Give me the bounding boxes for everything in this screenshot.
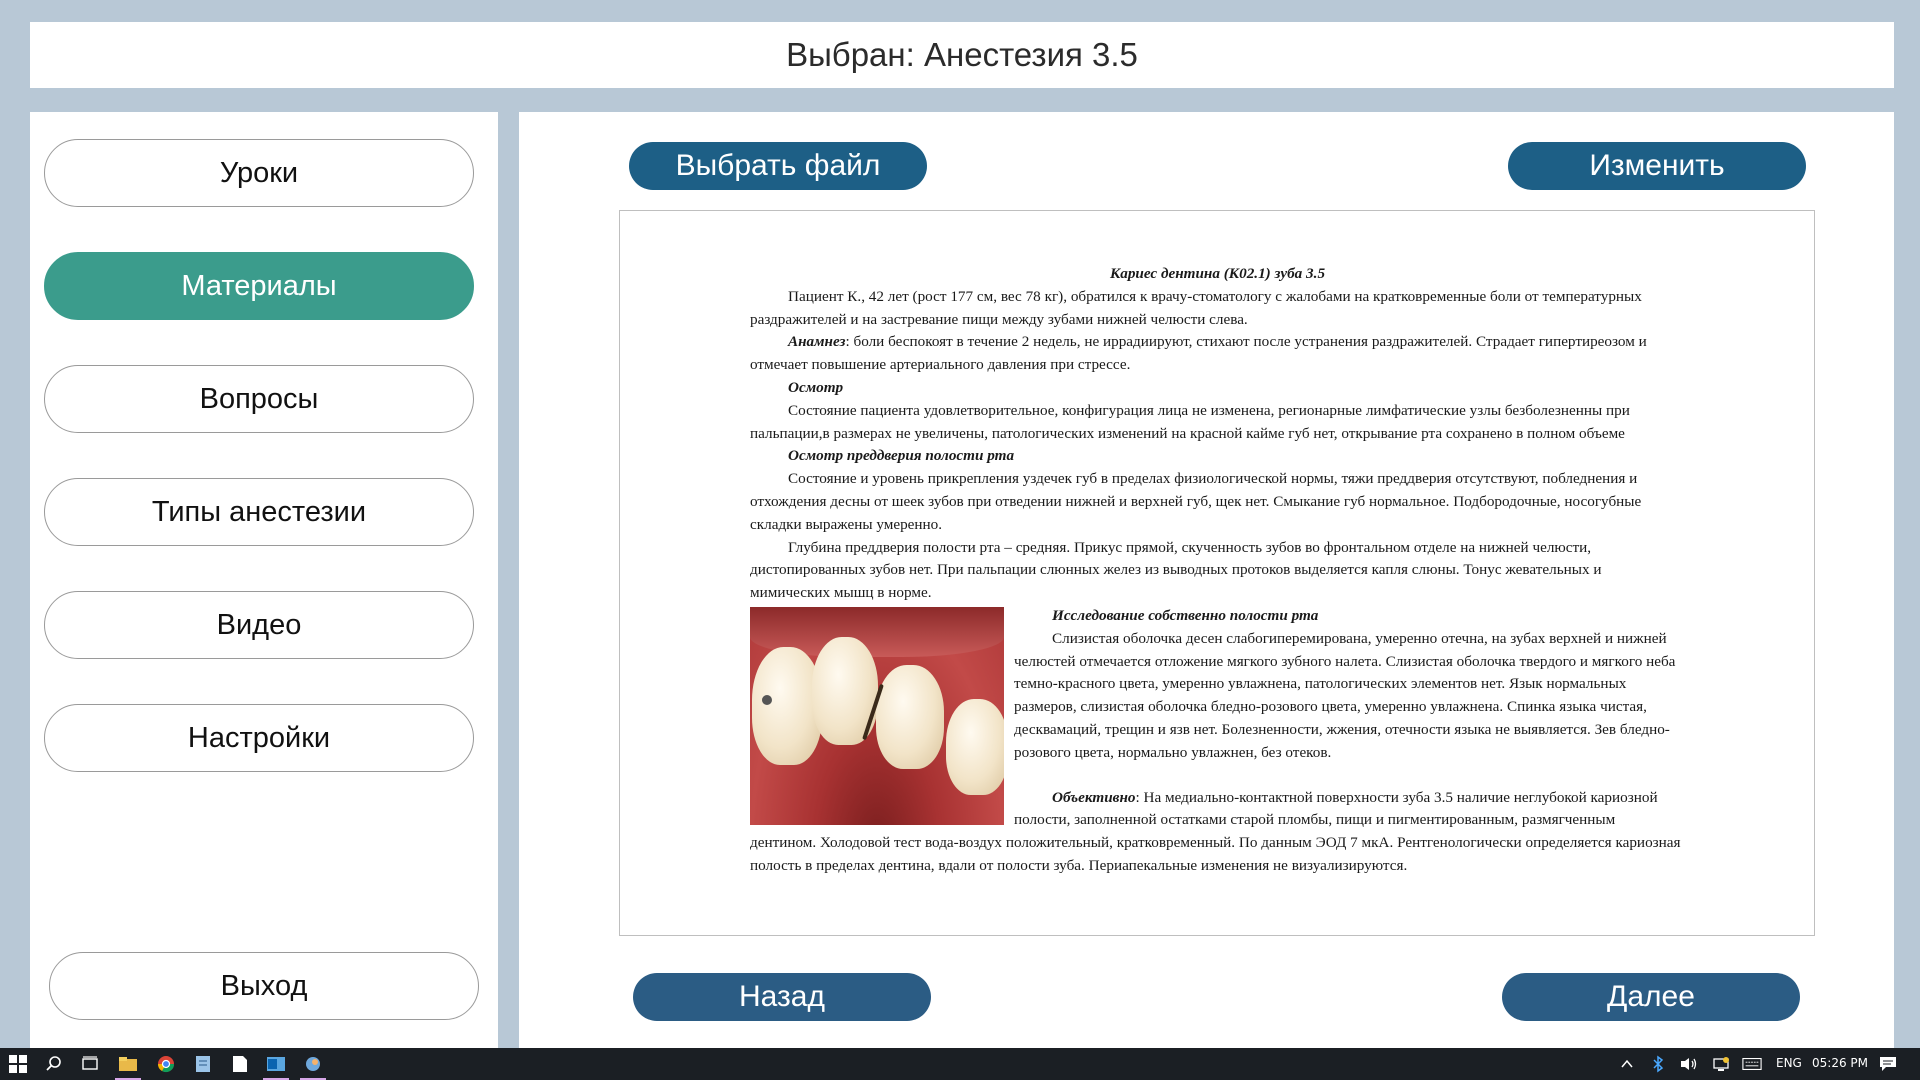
volume-icon[interactable]	[1679, 1054, 1699, 1074]
vestibule-text-2: Глубина преддверия полости рта – средняя. Прикус прямой, скученность зубов во фронтальном отделе на нижней челюсти, дистопированных зубов нет. При пальпации слюнных желез из выводных протоков выделяется капля слюны. Тонус жевательных и мимических мышц в норме.	[750, 538, 1602, 602]
windows-start-icon[interactable]	[8, 1054, 28, 1074]
document-viewer	[619, 210, 1815, 936]
chrome-icon[interactable]	[156, 1054, 176, 1074]
clock[interactable]: 05:26 PM	[1812, 1056, 1868, 1070]
exam-heading: Осмотр	[788, 378, 844, 396]
oral-heading: Исследование собственно полости рта	[1052, 606, 1319, 624]
page-title: Выбран: Анестезия 3.5	[786, 36, 1138, 73]
oral-text: Слизистая оболочка десен слабогиперемирована, умеренно отечна, на зубах верхней и нижней челюстей отмечается отложение мягкого зубного налета. Слизистая оболочка твердого и мягкого неба темно-красного цвета, умеренно увлажнена, патологических элементов нет. Язык нормальных размеров, слизистая оболочка бледно-розового цвета, умеренно увлажнена. Спинка языка чистая, десквамаций, трещин и язв нет. Болезненности, жжения, отечности языка не выявляется. Зев бледно-розового цвета, нормально увлажнен, без отеков.	[1014, 629, 1676, 761]
teeth-photo	[750, 607, 1004, 825]
choose-file-button[interactable]: Выбрать файл	[629, 142, 927, 190]
app-icon[interactable]	[303, 1054, 323, 1074]
document-anamnesis	[750, 331, 1685, 377]
keyboard-icon[interactable]	[1742, 1054, 1762, 1074]
main-panel	[519, 112, 1894, 1048]
notification-icon[interactable]	[1878, 1054, 1898, 1074]
exam-text: Состояние пациента удовлетворительное, конфигурация лица не изменена, регионарные лимфатические узлы безболезненны при пальпации,в размерах не увеличены, патологических изменений на красной кайме губ нет, открывание рта сохранено в полном объеме	[750, 401, 1630, 442]
objective-text: : На медиально-контактной поверхности зуба 3.5 наличие неглубокой кариозной полости, заполненной остатками старой пломбы, пищи и пигментированным, размягченным дентином. Холодовой тест вода-воздух положительный, кратковременный. По данным ЭОД 7 мкА. Рентгенологически определяется кариозная полость в пределах дентина, вдали от полости зуба. Периапекальные изменения не визуализируются.	[750, 788, 1681, 874]
vestibule-heading: Осмотр преддверия полости рта	[788, 447, 1015, 465]
sidebar-item-anesthesia-types[interactable]: Типы анестезии	[44, 478, 474, 546]
bluetooth-icon[interactable]	[1648, 1054, 1668, 1074]
back-button[interactable]: Назад	[633, 973, 931, 1021]
document-intro: Пациент К., 42 лет (рост 177 см, вес 78 кг), обратился к врачу-стоматологу с жалобами на кратковременные боли от температурных раздражителей и на застревание пищи между зубами нижней челюсти слева.	[750, 287, 1642, 328]
search-icon[interactable]	[44, 1054, 64, 1074]
task-view-icon[interactable]	[80, 1054, 100, 1074]
sidebar-item-lessons[interactable]: Уроки	[44, 139, 474, 207]
sidebar-item-materials[interactable]: Материалы	[44, 252, 474, 320]
header-bar	[30, 22, 1894, 88]
anamnesis-text: : боли беспокоят в течение 2 недель, не иррадиируют, стихают после устранения раздражителей. Страдает гипертиреозом и отмечает повышение артериального давления при стрессе.	[750, 333, 1647, 374]
sidebar-item-video[interactable]: Видео	[44, 591, 474, 659]
language-indicator[interactable]: ENG	[1776, 1056, 1802, 1070]
tooth-shape	[946, 699, 1004, 795]
exit-button[interactable]: Выход	[49, 952, 479, 1020]
chevron-up-icon[interactable]	[1617, 1054, 1637, 1074]
network-icon[interactable]	[1711, 1054, 1731, 1074]
vestibule-text-1: Состояние и уровень прикрепления уздечек губ в пределах физиологической нормы, тяжи преддверия отсутствуют, побледнения и отхождения десны от шеек зубов при отведении нижней и верхней губ, щек нет. Смыкание губ нормальное. Подбородочные, носогубные складки выражены умеренно.	[750, 470, 1642, 533]
sidebar-item-questions[interactable]: Вопросы	[44, 365, 474, 433]
sidebar-item-settings[interactable]: Настройки	[44, 704, 474, 772]
taskbar	[0, 1048, 1920, 1080]
filling-mark	[762, 695, 772, 705]
sidebar	[30, 112, 498, 1048]
tooth-shape	[876, 665, 944, 769]
document-content	[750, 263, 1685, 878]
file-explorer-icon[interactable]	[118, 1054, 138, 1074]
objective-label: Объективно	[1052, 788, 1136, 806]
edit-button[interactable]: Изменить	[1508, 142, 1806, 190]
outlook-icon[interactable]	[266, 1054, 286, 1074]
next-button[interactable]: Далее	[1502, 973, 1800, 1021]
anamnesis-label: Анамнез	[788, 333, 846, 351]
notes-icon[interactable]	[193, 1054, 213, 1074]
document-icon[interactable]	[230, 1054, 250, 1074]
document-title: Кариес дентина (К02.1) зуба 3.5	[1109, 265, 1326, 282]
